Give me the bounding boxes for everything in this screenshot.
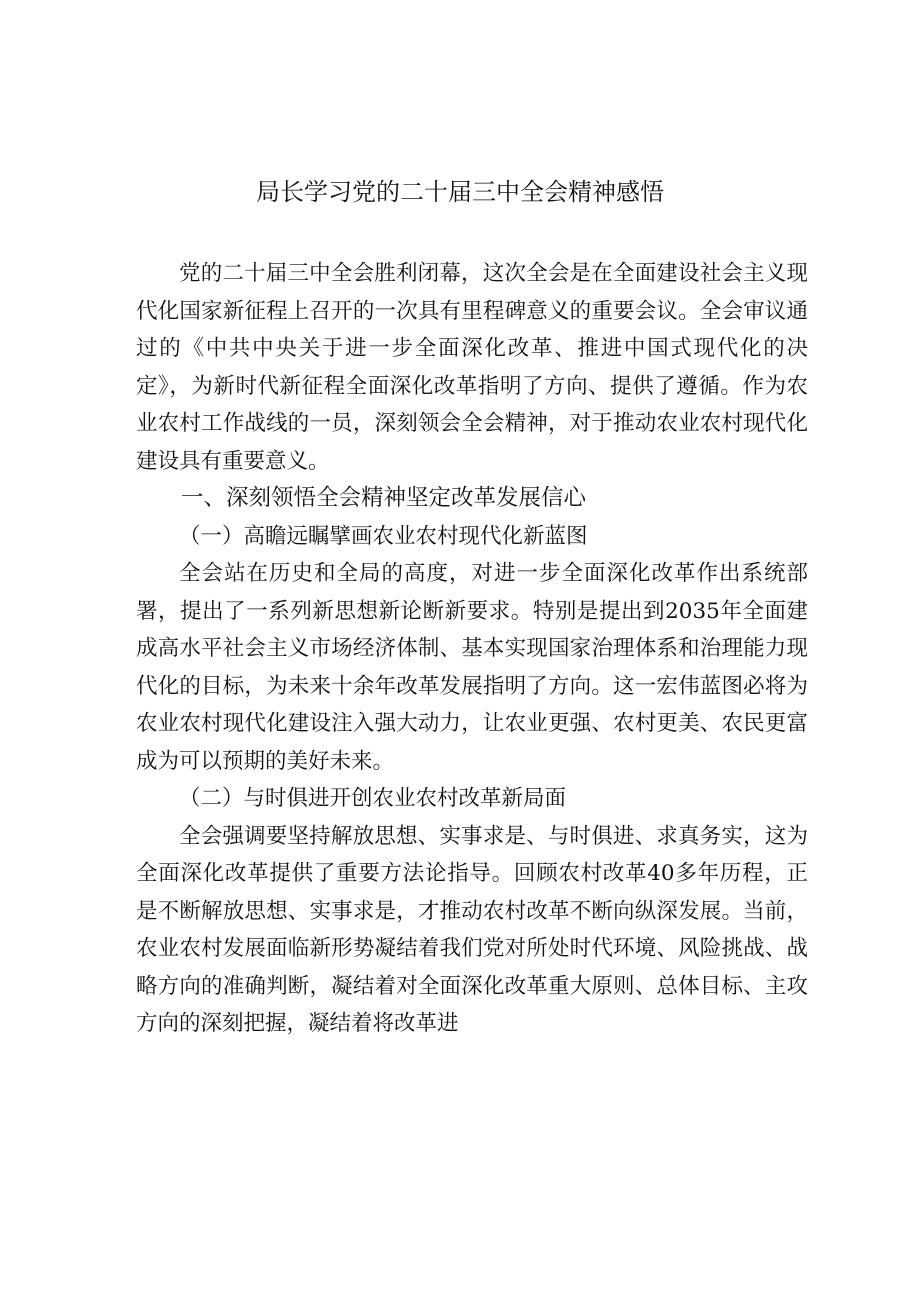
document-body: [136, 255, 808, 1043]
document-title: 局长学习党的二十届三中全会精神感悟: [256, 178, 664, 206]
intro-paragraph: 党的二十届三中全会胜利闭幕，这次全会是在全面建设社会主义现代化国家新征程上召开的一次具有里程碑意义的重要会议。全会审议通过的《中共中央关于进一步全面深化改革、推进中国式现代化的决定》，为新时代新征程全面深化改革指明了方向、提供了遵循。作为农业农村工作战线的一员，深刻领会全会精神，对于推动农业农村现代化建设具有重要意义。: [136, 261, 808, 474]
subsection-paragraph-2: 全会强调要坚持解放思想、实事求是、与时俱进、求真务实，这为全面深化改革提供了重要方法论指导。回顾农村改革40多年历程，正是不断解放思想、实事求是，才推动农村改革不断向纵深发展。当前，农业农村发展面临新形势凝结着我们党对所处时代环境、风险挑战、战略方向的准确判断，凝结着对全面深化改革重大原则、总体目标、主攻方向的深刻把握，凝结着将改革进: [136, 823, 808, 1036]
section-heading-1: 一、深刻领悟全会精神坚定改革发展信心: [181, 485, 587, 511]
subsection-heading-1: （一）高瞻远瞩擘画农业农村现代化新蓝图: [179, 523, 588, 549]
subsection-heading-2: （二）与时俱进开创农业农村改革新局面: [179, 786, 567, 811]
subsection-paragraph-1: 全会站在历史和全局的高度，对进一步全面深化改革作出系统部署，提出了一系列新思想新论断新要求。特别是提出到2035年全面建成高水平社会主义市场经济体制、基本实现国家治理体系和治理能力现代化的目标，为未来十余年改革发展指明了方向。这一宏伟蓝图必将为农业农村现代化建设注入强大动力，让农业更强、农村更美、农民更富成为可以预期的美好未来。: [136, 561, 808, 774]
